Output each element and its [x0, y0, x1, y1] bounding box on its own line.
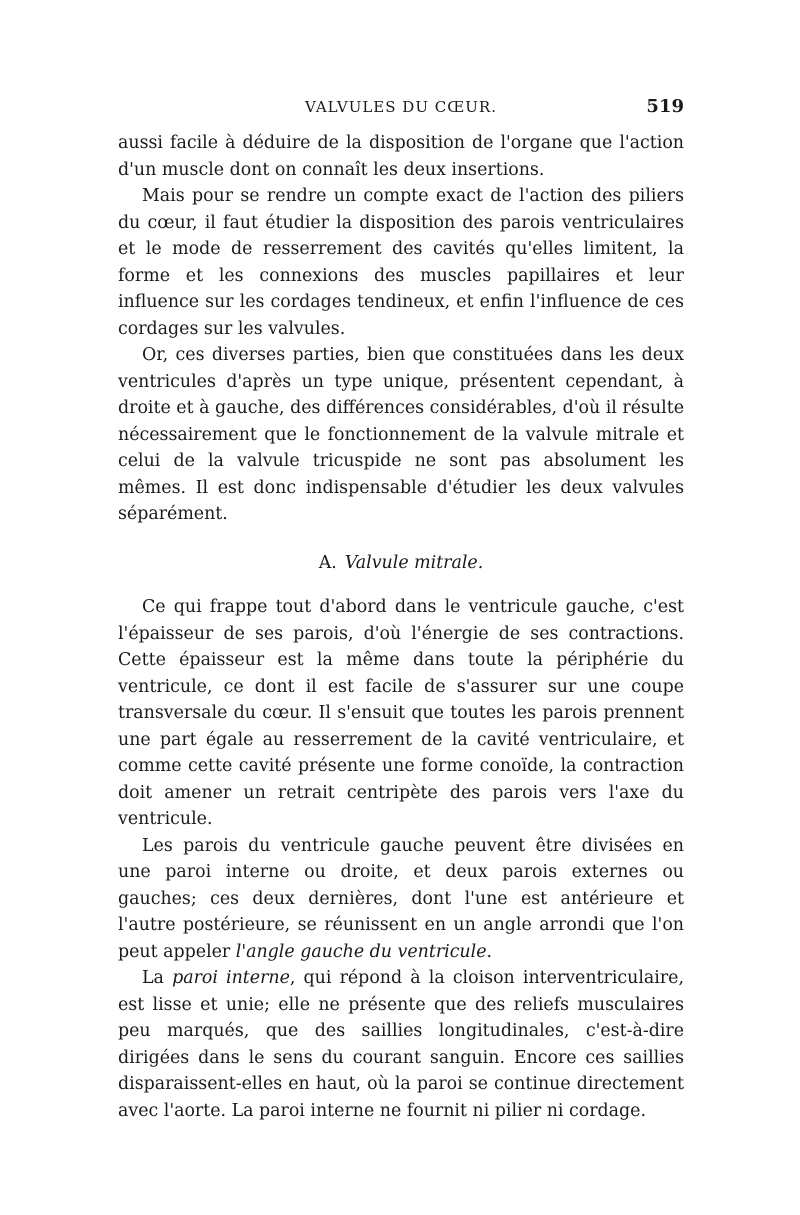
paragraph-continuation: aussi facile à déduire de la disposition de l'organe que l'action d'un muscle dont on connaît les deux insertions.	[118, 133, 684, 180]
page-number: 519	[646, 96, 684, 117]
paragraph-paroi-interne-text: , qui répond à la cloison interventriculaire, est lisse et unie; elle ne présente que des reliefs musculaires peu marqués, que des saillies longitudinales, c'est-à-dire dirigées dans le sens du courant sanguin. Encore ces saillies disparaissent-elles en haut, où la paroi se continue directement avec l'aorte. La paroi interne ne fournit ni pilier ni cordage.	[118, 968, 684, 1121]
running-head	[118, 98, 684, 124]
paragraph-parois-end: .	[486, 941, 493, 962]
paragraph-parois	[118, 833, 684, 966]
paragraph-parois-text: Les parois du ventricule gauche peuvent être divisées en une paroi interne ou droite, et deux parois externes ou gauches; ces deux dernières, dont l'une est antérieure et l'autre postérieure, se réunissent en un angle arrondi que l'on peut appeler	[118, 835, 684, 962]
paragraph-paroi-interne	[118, 965, 684, 1124]
running-title: VALVULES DU CŒUR.	[305, 98, 497, 116]
body-text	[118, 130, 684, 1124]
paragraph-paroi-interne-start: La	[142, 968, 173, 988]
paragraph-piliers: Mais pour se rendre un compte exact de l'action des piliers du cœur, il faut étudier la disposition des parois ventriculaires et le mode de resserrement des cavités qu'elles limitent, la forme et les connexions des muscles papillaires et leur influence sur les cordages tendineux, et enfin l'influence de ces cordages sur les valvules.	[118, 186, 684, 339]
section-label: A.	[318, 552, 337, 573]
paragraph-epaisseur: Ce qui frappe tout d'abord dans le ventricule gauche, c'est l'épaisseur de ses parois, d'où l'énergie de ses contractions. Cette épaisseur est la même dans toute la périphérie du ventricule, ce dont il est facile de s'assurer sur une coupe transversale du cœur. Il s'ensuit que toutes les parois prennent une part égale au resserrement de la cavité ventriculaire, et comme cette cavité présente une forme conoïde, la contraction doit amener un retrait centripète des parois vers l'axe du ventricule.	[118, 597, 684, 829]
section-heading	[118, 550, 684, 577]
section-title: Valvule mitrale.	[344, 552, 484, 573]
paragraph-paroi-interne-italic: paroi interne	[172, 968, 290, 988]
paragraph-ventricules: Or, ces diverses parties, bien que constituées dans les deux ventricules d'après un type unique, présentent cependant, à droite et à gauche, des différences considérables, d'où il résulte nécessairement que le fonctionnement de la valvule mitrale et celui de la valvule tricuspide ne sont pas absolument les mêmes. Il est donc indispensable d'étudier les deux valvules séparément.	[118, 345, 684, 524]
paragraph-parois-italic: l'angle gauche du ventricule	[235, 941, 487, 962]
